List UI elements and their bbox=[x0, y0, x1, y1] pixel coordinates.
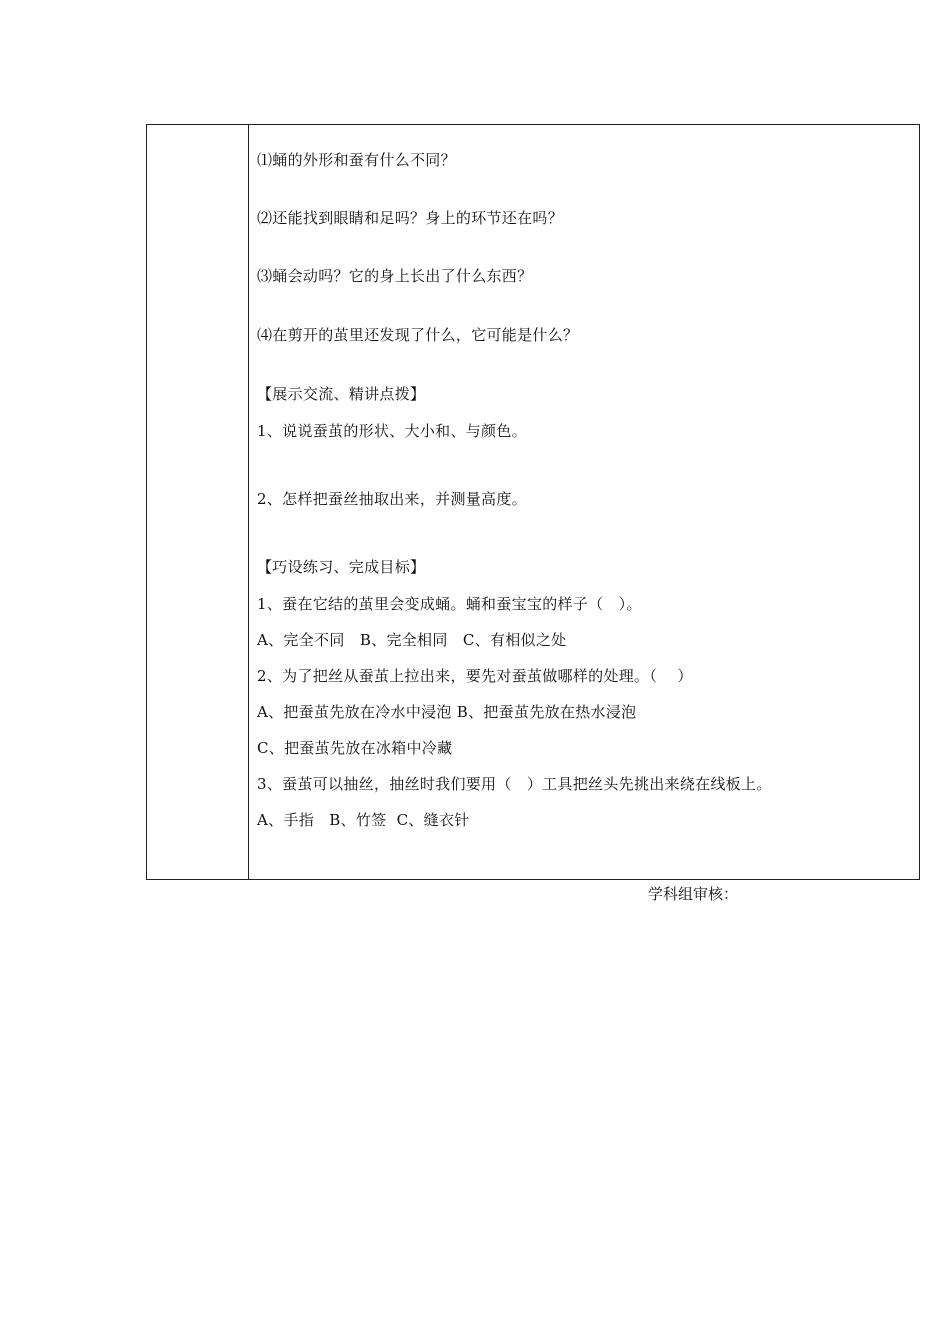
question-pupa-shape: ⑴蛹的外形和蚕有什么不同？ bbox=[257, 151, 456, 169]
practice-options-2a: A、把蚕茧先放在冷水中浸泡 B、把蚕茧先放在热水浸泡 bbox=[257, 703, 637, 721]
question-pupa-move: ⑶蛹会动吗？它的身上长出了什么东西？ bbox=[257, 267, 533, 285]
practice-options-3: A、手指 B、竹签 C、缝衣针 bbox=[257, 811, 470, 829]
practice-question-2: 2、为了把丝从蚕茧上拉出来，要先对蚕茧做哪样的处理。（ ） bbox=[257, 667, 693, 685]
review-signature-label: 学科组审核： bbox=[648, 885, 739, 903]
practice-options-2b: C、把蚕茧先放在冰箱中冷藏 bbox=[257, 739, 453, 757]
practice-options-1: A、完全不同 B、完全相同 C、有相似之处 bbox=[257, 631, 567, 649]
practice-question-3: 3、蚕茧可以抽丝，抽丝时我们要用（ ）工具把丝头先挑出来绕在线板上。 bbox=[257, 775, 772, 793]
question-cocoon-finding: ⑷在剪开的茧里还发现了什么，它可能是什么？ bbox=[257, 326, 579, 344]
table-left-column bbox=[147, 125, 249, 879]
section-heading-exchange: 【展示交流、精讲点拨】 bbox=[257, 385, 426, 403]
exchange-item-1: 1、说说蚕茧的形状、大小和、与颜色。 bbox=[257, 422, 527, 440]
section-heading-practice: 【巧设练习、完成目标】 bbox=[257, 558, 426, 576]
question-eyes-feet: ⑵还能找到眼睛和足吗？身上的环节还在吗？ bbox=[257, 209, 564, 227]
exchange-item-2: 2、怎样把蚕丝抽取出来，并测量高度。 bbox=[257, 490, 527, 508]
practice-question-1: 1、蚕在它结的茧里会变成蛹。蛹和蚕宝宝的样子（ ）。 bbox=[257, 595, 642, 613]
